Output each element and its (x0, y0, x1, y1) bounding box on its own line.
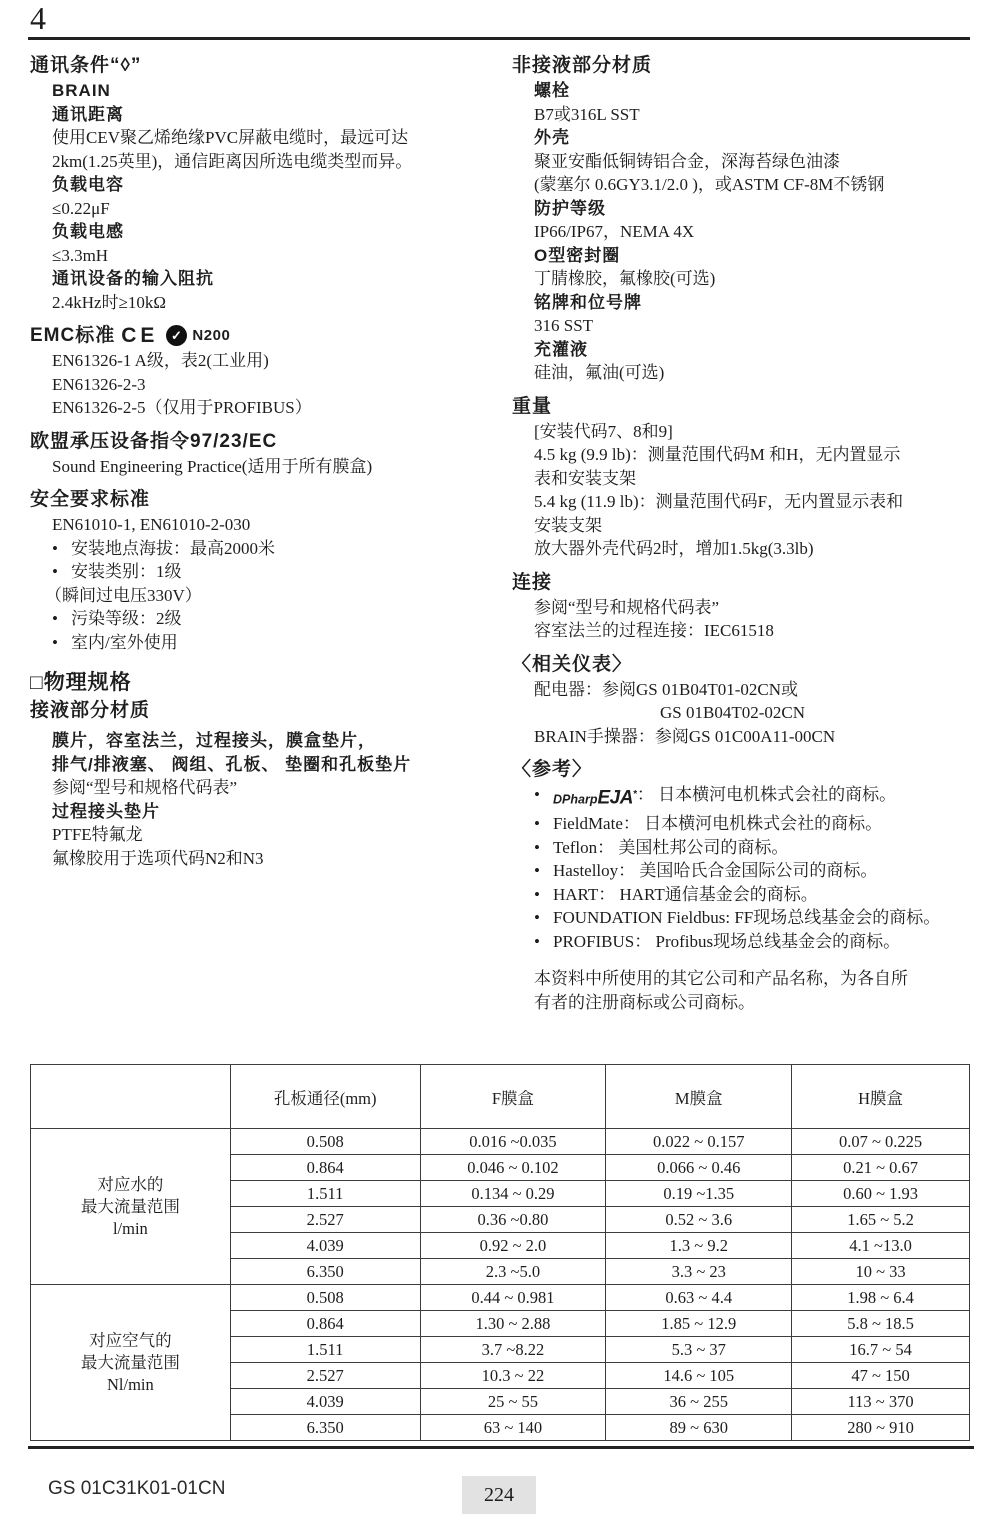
right-column (512, 52, 994, 1014)
wetted-parts-ref: 参阅“型号和规格代码表” (52, 778, 238, 797)
flow-range-table (30, 1064, 970, 1441)
table-cell: 89 ~ 630 (606, 1415, 792, 1441)
table-cell: 63 ~ 140 (420, 1415, 606, 1441)
section-connections (512, 569, 994, 643)
reference-bullet (512, 783, 994, 812)
emc-standard-line: EN61326-1 A级，表2(工业用) (52, 351, 269, 370)
table-cell: 0.21 ~ 0.67 (792, 1155, 970, 1181)
page-corner-number: 4 (30, 0, 46, 36)
table-cell: 0.134 ~ 0.29 (420, 1181, 606, 1207)
table-header-row (31, 1065, 970, 1129)
bullet-icon: • (52, 538, 58, 558)
document-number: GS 01C31K01-01CN (48, 1478, 226, 1499)
housing-value-line2: (蒙塞尔 0.6GY3.1/2.0 )，或ASTM CF-8M不锈钢 (534, 175, 885, 194)
table-cell: 113 ~ 370 (792, 1389, 970, 1415)
section-physical-specs (30, 668, 496, 870)
table-cell: 0.36 ~0.80 (420, 1207, 606, 1233)
section-weight (512, 393, 994, 561)
table-cell: 6.350 (230, 1259, 420, 1285)
comm-distance-label: 通讯距离 (52, 104, 124, 124)
bullet-icon: • (534, 884, 540, 904)
table-cell: 10.3 ~ 22 (420, 1363, 606, 1389)
table-cell: 14.6 ~ 105 (606, 1363, 792, 1389)
section-title: EMC标准 (30, 325, 116, 346)
reference-bullet (512, 859, 994, 883)
table-cell: 0.63 ~ 4.4 (606, 1285, 792, 1311)
weight-line: [安装代码7、8和9] (534, 421, 673, 441)
wetted-parts-title: 接液部分材质 (30, 700, 151, 721)
reference-text: ： 日本横河电机株式会社的商标。 (636, 785, 897, 804)
safety-paren-line: （瞬间过电压330V） (45, 585, 202, 605)
section-title: 通讯条件“◊” (30, 55, 142, 76)
table-cell: 47 ~ 150 (792, 1363, 970, 1389)
ce-mark-icon: CE (121, 324, 159, 347)
table-cell: 0.864 (230, 1155, 420, 1181)
safety-bullet-text: 污染等级：2级 (71, 609, 182, 628)
bullet-icon: • (52, 562, 58, 581)
related-line-continuation: GS 01B04T02-02CN (660, 703, 805, 722)
load-inductance-label: 负载电感 (52, 222, 124, 241)
table-cell: 2.527 (230, 1207, 420, 1233)
section-emc (30, 322, 496, 420)
section-title: 安全要求标准 (30, 489, 151, 510)
water-group-label: 对应水的 最大流量范围 l/min (31, 1129, 231, 1285)
table-cell: 6.350 (230, 1415, 420, 1441)
bullet-icon: • (52, 609, 58, 628)
table-row (31, 1129, 970, 1155)
load-inductance-value: ≤3.3mH (52, 245, 109, 265)
related-line: 配电器：参阅GS 01B04T01-02CN或 (534, 679, 798, 699)
bullet-icon: • (534, 908, 540, 928)
header-rule (28, 37, 970, 40)
reference-text: FOUNDATION Fieldbus: FF现场总线基金会的商标。 (553, 908, 941, 928)
table-cell: 0.44 ~ 0.981 (420, 1285, 606, 1311)
table-cell: 1.85 ~ 12.9 (606, 1311, 792, 1337)
table-cell: 1.65 ~ 5.2 (792, 1207, 970, 1233)
air-group-label: 对应空气的 最大流量范围 Nl/min (31, 1285, 231, 1441)
section-title: 物理规格 (43, 671, 132, 694)
bolt-value: B7或316L SST (534, 104, 640, 124)
wetted-parts-line: 膜片，容室法兰，过程接头，膜盒垫片， (52, 731, 376, 750)
table-cell: 1.30 ~ 2.88 (420, 1311, 606, 1337)
column-header: H膜盒 (792, 1065, 970, 1129)
table-cell: 0.864 (230, 1311, 420, 1337)
n200-code: N200 (192, 327, 231, 344)
nameplate-label: 铭牌和位号牌 (534, 292, 642, 312)
connection-line: 参阅“型号和规格代码表” (534, 597, 720, 617)
ingress-label: 防护等级 (534, 198, 606, 218)
column-header: 孔板通径(mm) (230, 1065, 420, 1129)
table-cell: 280 ~ 910 (792, 1415, 970, 1441)
weight-line: 安装支架 (534, 515, 602, 535)
table-cell: 3.7 ~8.22 (420, 1337, 606, 1363)
reference-text: Teflon： 美国杜邦公司的商标。 (553, 837, 789, 857)
connection-line: 容室法兰的过程连接：IEC61518 (534, 621, 774, 640)
left-column (30, 52, 496, 870)
table-cell: 1.511 (230, 1337, 420, 1363)
section-title: 连接 (512, 571, 553, 593)
bullet-icon: • (52, 632, 58, 652)
safety-bullet (30, 607, 496, 631)
footer-rule (28, 1446, 974, 1449)
bullet-icon: • (534, 861, 540, 881)
weight-line: 表和安装支架 (534, 468, 636, 488)
table-cell: 0.508 (230, 1285, 420, 1311)
table-cell: 0.046 ~ 0.102 (420, 1155, 606, 1181)
page-number-badge: 224 (462, 1476, 536, 1514)
section-pressure-directive (30, 428, 496, 479)
table-cell: 2.3 ~5.0 (420, 1259, 606, 1285)
table-cell: 0.52 ~ 3.6 (606, 1207, 792, 1233)
table-row (31, 1285, 970, 1311)
oring-label: O型密封圈 (534, 245, 621, 265)
brain-label: BRAIN (52, 81, 111, 100)
table-corner-cell (31, 1065, 231, 1129)
fill-fluid-value: 硅油，氟油(可选) (534, 363, 665, 382)
table-cell: 4.1 ~13.0 (792, 1233, 970, 1259)
table-cell: 4.039 (230, 1389, 420, 1415)
safety-bullet-text: 安装地点海拔：最高2000米 (71, 538, 275, 558)
table-cell: 0.92 ~ 2.0 (420, 1233, 606, 1259)
table-cell: 0.60 ~ 1.93 (792, 1181, 970, 1207)
safety-bullet (30, 537, 496, 561)
reference-text: Hastelloy： 美国哈氏合金国际公司的商标。 (553, 861, 878, 881)
emc-title-line (30, 322, 496, 349)
table-cell: 1.511 (230, 1181, 420, 1207)
comm-distance-line1: 使用CEV聚乙烯绝缘PVC屏蔽电缆时，最远可达 (52, 128, 409, 147)
trademark-note-line1: 本资料中所使用的其它公司和产品名称，为各自所 (534, 969, 908, 989)
table-cell: 0.508 (230, 1129, 420, 1155)
section-title: 〈参考〉 (512, 759, 593, 780)
section-title: 非接液部分材质 (512, 55, 653, 76)
reference-bullet (512, 930, 994, 954)
gasket-label: 过程接头垫片 (52, 801, 160, 821)
section-related-instruments (512, 651, 994, 749)
section-nonwetted-materials (512, 52, 994, 385)
table-cell: 0.19 ~1.35 (606, 1181, 792, 1207)
table-cell: 4.039 (230, 1233, 420, 1259)
table-cell: 36 ~ 255 (606, 1389, 792, 1415)
gasket-value: PTFE特氟龙 (52, 825, 143, 844)
housing-value-line1: 聚亚安酯低铜铸铝合金，深海苔绿色油漆 (534, 151, 840, 171)
weight-line: 4.5 kg (9.9 lb)：测量范围代码M 和H，无内置显示 (534, 445, 901, 464)
reference-bullet (512, 883, 994, 907)
ingress-value: IP66/IP67，NEMA 4X (534, 222, 695, 241)
table-cell: 25 ~ 55 (420, 1389, 606, 1415)
c-tick-icon: ✓ (166, 325, 187, 346)
section-title: 欧盟承压设备指令97/23/EC (30, 430, 278, 452)
wetted-parts-line: 排气/排液塞、 阀组、孔板、 垫圈和孔板垫片 (52, 754, 412, 774)
bullet-icon: • (534, 785, 540, 804)
table-cell: 5.3 ~ 37 (606, 1337, 792, 1363)
emc-standard-line: EN61326-2-3 (52, 374, 146, 394)
table-cell: 10 ~ 33 (792, 1259, 970, 1285)
table-cell: 16.7 ~ 54 (792, 1337, 970, 1363)
load-capacitance-label: 负载电容 (52, 175, 124, 194)
related-line: BRAIN手操器：参阅GS 01C00A11-00CN (534, 726, 836, 746)
input-impedance-label: 通讯设备的输入阻抗 (52, 269, 214, 288)
table-cell: 5.8 ~ 18.5 (792, 1311, 970, 1337)
column-header: F膜盒 (420, 1065, 606, 1129)
gasket-option-line: 氟橡胶用于选项代码N2和N3 (52, 848, 264, 868)
load-capacitance-value: ≤0.22μF (52, 198, 110, 218)
section-title-line (30, 668, 496, 697)
bullet-icon: • (534, 814, 540, 834)
reference-bullet (512, 906, 994, 930)
reference-text: PROFIBUS： Profibus现场总线基金会的商标。 (553, 931, 901, 951)
table-cell: 1.3 ~ 9.2 (606, 1233, 792, 1259)
dpharp-eja-logo: DPharpEJA* (553, 787, 637, 809)
table-cell: 0.066 ~ 0.46 (606, 1155, 792, 1181)
table-cell: 0.022 ~ 0.157 (606, 1129, 792, 1155)
reference-text: HART： HART通信基金会的商标。 (553, 884, 818, 904)
weight-line: 5.4 kg (11.9 lb)：测量范围代码F，无内置显示表和 (534, 492, 904, 511)
nameplate-value: 316 SST (534, 316, 594, 335)
input-impedance-value: 2.4kHz时≥10kΩ (52, 292, 167, 312)
section-safety-standards (30, 486, 496, 654)
ped-line: Sound Engineering Practice(适用于所有膜盒) (52, 456, 373, 476)
hollow-square-icon: □ (30, 671, 44, 694)
bolt-label: 螺栓 (534, 81, 570, 100)
section-title: 〈相关仪表〉 (512, 653, 633, 675)
housing-label: 外壳 (534, 128, 570, 147)
oring-value: 丁腈橡胶，氟橡胶(可选) (534, 269, 716, 288)
column-header: M膜盒 (606, 1065, 792, 1129)
table-cell: 0.07 ~ 0.225 (792, 1129, 970, 1155)
table-cell: 2.527 (230, 1363, 420, 1389)
bullet-icon: • (534, 931, 540, 951)
fill-fluid-label: 充灌液 (534, 339, 588, 359)
section-title: 重量 (512, 395, 553, 417)
reference-text: FieldMate： 日本横河电机株式会社的商标。 (553, 814, 883, 834)
safety-bullet (30, 631, 496, 655)
reference-bullet (512, 812, 994, 836)
reference-bullet (512, 836, 994, 860)
safety-standard-line: EN61010-1, EN61010-2-030 (52, 515, 251, 534)
section-communication-conditions (30, 52, 496, 314)
safety-bullet (30, 560, 496, 584)
trademark-note-line2: 有者的注册商标或公司商标。 (534, 992, 755, 1012)
bullet-icon: • (534, 837, 540, 857)
table-cell: 0.016 ~0.035 (420, 1129, 606, 1155)
weight-line: 放大器外壳代码2时，增加1.5kg(3.3lb) (534, 539, 814, 558)
section-references (512, 756, 994, 1014)
emc-standard-line: EN61326-2-5（仅用于PROFIBUS） (52, 398, 312, 417)
safety-bullet-text: 安装类别：1级 (71, 562, 182, 581)
safety-bullet-text: 室内/室外使用 (71, 632, 178, 652)
table-cell: 3.3 ~ 23 (606, 1259, 792, 1285)
comm-distance-line2: 2km(1.25英里)，通信距离因所选电缆类型而异。 (52, 151, 413, 171)
table-cell: 1.98 ~ 6.4 (792, 1285, 970, 1311)
